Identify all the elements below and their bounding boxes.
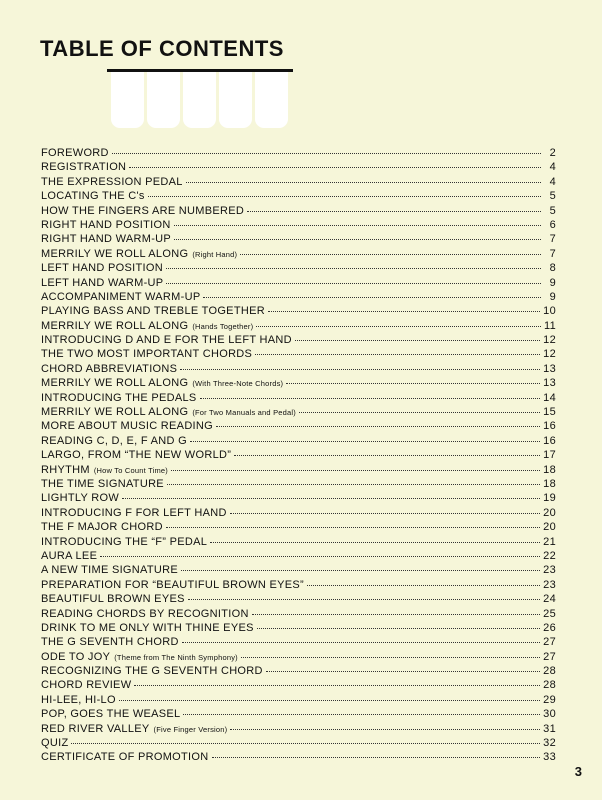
dot-leader — [174, 239, 541, 240]
piano-key — [219, 72, 252, 128]
dot-leader — [203, 297, 541, 298]
toc-entry-title: RECOGNIZING THE G SEVENTH CHORD — [41, 665, 263, 678]
toc-entry — [41, 160, 556, 174]
toc-entry-title: RIGHT HAND WARM-UP — [41, 233, 172, 246]
toc-entry-title: BEAUTIFUL BROWN EYES — [41, 593, 185, 606]
page-number: 3 — [574, 764, 582, 779]
toc-entry-page: 27 — [543, 636, 556, 649]
toc-entry-page: 12 — [543, 334, 556, 347]
toc-entry-page: 13 — [543, 362, 556, 375]
toc-entry — [41, 678, 556, 692]
dot-leader — [186, 182, 541, 183]
toc-entry-title: FOREWORD — [41, 147, 109, 159]
toc-entry — [41, 535, 556, 549]
toc-entry-title: THE F MAJOR CHORD — [41, 521, 163, 534]
piano-key — [255, 72, 288, 128]
toc-entry — [41, 333, 556, 347]
toc-entry-page: 28 — [543, 665, 556, 678]
toc-entry — [41, 218, 556, 232]
dot-leader — [182, 642, 540, 643]
dot-leader — [180, 369, 540, 370]
dot-leader — [112, 153, 541, 154]
toc-entry-title: MERRILY WE ROLL ALONG — [41, 247, 189, 260]
toc-entry — [41, 506, 556, 520]
dot-leader — [234, 455, 540, 456]
toc-entry-page: 4 — [549, 175, 556, 188]
toc-entry — [41, 750, 556, 764]
toc-entry-subtitle: (For Two Manuals and Pedal) — [192, 408, 296, 418]
toc-entry-title: RIGHT HAND POSITION — [41, 218, 171, 231]
toc-entry-page: 5 — [549, 204, 556, 217]
toc-entry-title: MERRILY WE ROLL ALONG — [41, 406, 189, 419]
toc-entry-title: ODE TO JOY — [41, 650, 111, 663]
table-of-contents — [41, 146, 556, 765]
toc-entry-title: LEFT HAND POSITION — [41, 262, 163, 275]
dot-leader — [295, 340, 540, 341]
toc-entry — [41, 290, 556, 304]
toc-entry — [41, 592, 556, 606]
toc-entry-title: A NEW TIME SIGNATURE — [41, 564, 178, 577]
piano-keys-illustration — [111, 72, 288, 128]
toc-entry-title: THE G SEVENTH CHORD — [41, 636, 179, 649]
dot-leader — [167, 484, 540, 485]
dot-leader — [200, 398, 541, 399]
dot-leader — [188, 599, 540, 600]
toc-entry-subtitle: (How To Count Time) — [93, 465, 168, 475]
dot-leader — [210, 542, 540, 543]
dot-leader — [119, 700, 540, 701]
toc-entry-title: READING CHORDS BY RECOGNITION — [41, 607, 249, 620]
toc-entry-page: 22 — [543, 549, 556, 562]
dot-leader — [268, 311, 540, 312]
toc-entry-title: LEFT HAND WARM-UP — [41, 276, 164, 289]
toc-entry-title: MERRILY WE ROLL ALONG — [41, 377, 189, 390]
toc-entry-page: 6 — [549, 218, 556, 231]
dot-leader — [212, 757, 541, 758]
toc-entry — [41, 578, 556, 592]
toc-entry-page: 25 — [543, 607, 556, 620]
toc-entry-page: 23 — [543, 564, 556, 577]
toc-entry-title: CERTIFICATE OF PROMOTION — [41, 751, 209, 764]
toc-entry-title: QUIZ — [41, 737, 69, 750]
toc-entry — [41, 520, 556, 534]
dot-leader — [247, 211, 541, 212]
toc-entry-page: 4 — [549, 161, 556, 174]
toc-entry-title: AURA LEE — [41, 549, 98, 562]
toc-entry-title: MORE ABOUT MUSIC READING — [41, 420, 214, 433]
toc-entry-page: 16 — [543, 420, 556, 433]
toc-entry — [41, 621, 556, 635]
toc-entry-title: ACCOMPANIMENT WARM-UP — [41, 290, 201, 303]
toc-entry-page: 12 — [543, 348, 556, 361]
toc-entry — [41, 549, 556, 563]
toc-entry — [41, 362, 556, 376]
dot-leader — [240, 254, 541, 255]
toc-entry-title: RHYTHM — [41, 463, 90, 476]
toc-entry-title: READING C, D, E, F AND G — [41, 434, 187, 447]
toc-entry-title: INTRODUCING THE “F” PEDAL — [41, 535, 208, 548]
toc-entry-page: 2 — [549, 147, 556, 159]
toc-entry-subtitle: (Right Hand) — [192, 249, 238, 259]
dot-leader — [190, 441, 540, 442]
piano-key — [147, 72, 180, 128]
toc-entry — [41, 607, 556, 621]
toc-entry-page: 18 — [543, 463, 556, 476]
toc-entry-title: THE TIME SIGNATURE — [41, 477, 164, 490]
toc-entry-title: THE EXPRESSION PEDAL — [41, 175, 183, 188]
toc-entry — [41, 261, 556, 275]
dot-leader — [230, 513, 540, 514]
toc-entry-subtitle: (Five Finger Version) — [153, 724, 228, 734]
toc-entry — [41, 722, 556, 736]
toc-entry — [41, 304, 556, 318]
dot-leader — [171, 470, 540, 471]
toc-entry — [41, 448, 556, 462]
dot-leader — [148, 196, 541, 197]
dot-leader — [166, 283, 541, 284]
toc-entry-page: 29 — [543, 693, 556, 706]
dot-leader — [286, 383, 540, 384]
dot-leader — [181, 570, 540, 571]
toc-entry-title: INTRODUCING THE PEDALS — [41, 391, 197, 404]
page-title: TABLE OF CONTENTS — [40, 36, 284, 61]
toc-entry-title: INTRODUCING F FOR LEFT HAND — [41, 506, 227, 519]
toc-entry-page: 10 — [543, 305, 556, 318]
toc-entry — [41, 563, 556, 577]
toc-entry-page: 30 — [543, 708, 556, 721]
dot-leader — [166, 527, 540, 528]
dot-leader — [252, 614, 540, 615]
dot-leader — [266, 671, 540, 672]
toc-entry — [41, 347, 556, 361]
toc-entry-page: 7 — [549, 247, 556, 260]
toc-entry-title: LARGO, FROM “THE NEW WORLD” — [41, 449, 232, 462]
toc-entry-page: 17 — [543, 449, 556, 462]
toc-entry-title: REGISTRATION — [41, 161, 127, 174]
toc-entry-page: 27 — [543, 650, 556, 663]
dot-leader — [183, 714, 540, 715]
toc-entry-page: 5 — [549, 190, 556, 203]
toc-entry — [41, 491, 556, 505]
toc-entry — [41, 707, 556, 721]
toc-entry-page: 28 — [543, 679, 556, 692]
toc-entry-page: 19 — [543, 492, 556, 505]
dot-leader — [255, 354, 540, 355]
toc-entry — [41, 189, 556, 203]
piano-key — [183, 72, 216, 128]
toc-entry-title: RED RIVER VALLEY — [41, 722, 150, 735]
dot-leader — [174, 225, 541, 226]
toc-entry — [41, 376, 556, 390]
toc-entry-subtitle: (Hands Together) — [192, 321, 254, 331]
toc-entry — [41, 650, 556, 664]
toc-entry-page: 31 — [543, 722, 556, 735]
toc-entry-page: 20 — [543, 521, 556, 534]
toc-entry — [41, 247, 556, 261]
toc-entry-page: 32 — [543, 737, 556, 750]
toc-entry — [41, 405, 556, 419]
toc-entry — [41, 693, 556, 707]
dot-leader — [100, 556, 540, 557]
dot-leader — [241, 657, 540, 658]
toc-entry-page: 24 — [543, 593, 556, 606]
toc-entry-page: 7 — [549, 233, 556, 246]
toc-entry-page: 16 — [543, 434, 556, 447]
toc-entry-title: PREPARATION FOR “BEAUTIFUL BROWN EYES” — [41, 578, 304, 591]
toc-entry-subtitle: (With Three-Note Chords) — [192, 379, 284, 389]
toc-entry-page: 14 — [543, 391, 556, 404]
toc-entry-title: LOCATING THE C's — [41, 190, 145, 203]
toc-entry — [41, 736, 556, 750]
toc-entry — [41, 232, 556, 246]
toc-entry-title: DRINK TO ME ONLY WITH THINE EYES — [41, 621, 254, 634]
toc-entry-page: 21 — [543, 535, 556, 548]
toc-entry — [41, 391, 556, 405]
toc-entry-title: MERRILY WE ROLL ALONG — [41, 319, 189, 332]
toc-entry-subtitle: (Theme from The Ninth Symphony) — [114, 652, 238, 662]
toc-entry-title: INTRODUCING D AND E FOR THE LEFT HAND — [41, 334, 292, 347]
piano-key — [111, 72, 144, 128]
toc-entry-page: 20 — [543, 506, 556, 519]
toc-entry — [41, 276, 556, 290]
toc-entry-page: 11 — [543, 319, 556, 332]
toc-entry — [41, 477, 556, 491]
dot-leader — [230, 729, 540, 730]
toc-entry-title: HOW THE FINGERS ARE NUMBERED — [41, 204, 245, 217]
dot-leader — [134, 685, 540, 686]
toc-entry — [41, 419, 556, 433]
toc-entry — [41, 204, 556, 218]
toc-entry-page: 9 — [549, 290, 556, 303]
toc-entry-title: LIGHTLY ROW — [41, 492, 120, 505]
toc-entry-page: 26 — [543, 621, 556, 634]
toc-entry-page: 8 — [549, 262, 556, 275]
dot-leader — [256, 326, 541, 327]
dot-leader — [122, 498, 540, 499]
toc-entry — [41, 635, 556, 649]
dot-leader — [307, 585, 540, 586]
toc-entry-page: 15 — [543, 406, 556, 419]
toc-entry — [41, 463, 556, 477]
dot-leader — [257, 628, 540, 629]
dot-leader — [129, 167, 541, 168]
toc-entry-title: PLAYING BASS AND TREBLE TOGETHER — [41, 305, 265, 318]
dot-leader — [216, 426, 540, 427]
dot-leader — [166, 268, 541, 269]
toc-entry-title: HI-LEE, HI-LO — [41, 693, 116, 706]
toc-entry-title: THE TWO MOST IMPORTANT CHORDS — [41, 348, 253, 361]
toc-entry — [41, 175, 556, 189]
toc-entry-title: CHORD ABBREVIATIONS — [41, 362, 178, 375]
toc-entry — [41, 146, 556, 160]
toc-entry — [41, 434, 556, 448]
toc-entry-page: 13 — [543, 377, 556, 390]
toc-entry-page: 9 — [549, 276, 556, 289]
toc-entry-title: CHORD REVIEW — [41, 679, 132, 692]
toc-entry-page: 33 — [543, 751, 556, 764]
toc-entry — [41, 664, 556, 678]
dot-leader — [299, 412, 540, 413]
toc-entry-page: 18 — [543, 477, 556, 490]
dot-leader — [71, 743, 540, 744]
toc-entry — [41, 319, 556, 333]
toc-entry-page: 23 — [543, 578, 556, 591]
toc-entry-title: POP, GOES THE WEASEL — [41, 708, 181, 721]
